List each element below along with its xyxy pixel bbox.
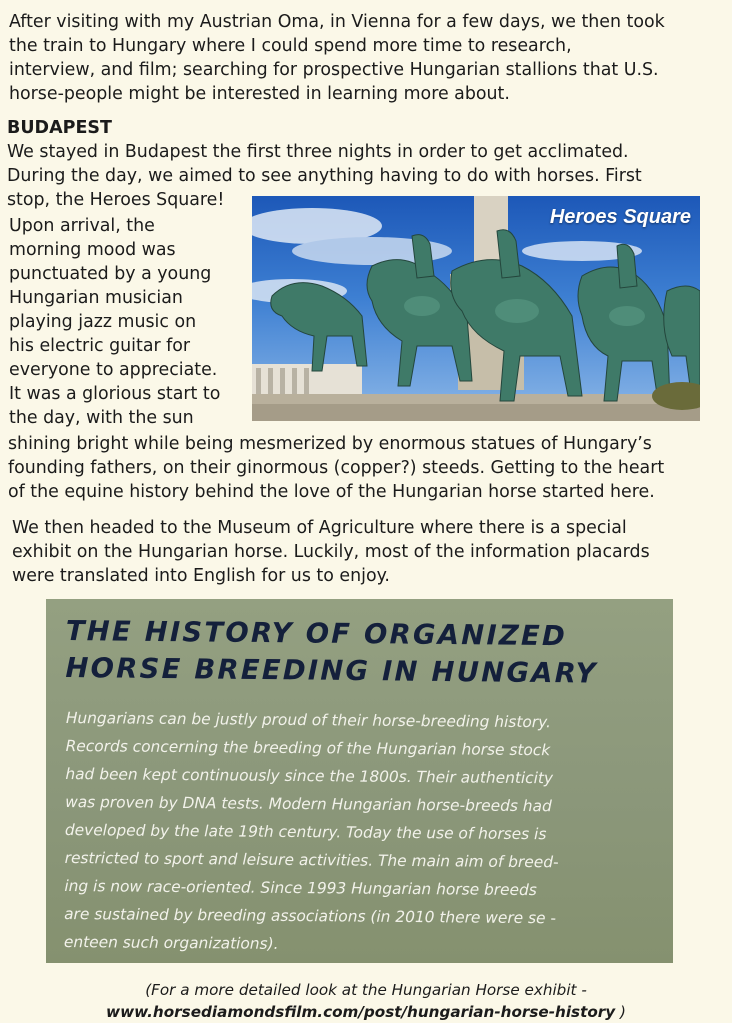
budapest-paragraph: We stayed in Budapest the first three nights in order to get acclimated. During the day, we aimed to see anything having to do with horses. First stop, the Heroes Square! bbox=[7, 142, 642, 210]
footer-note bbox=[0, 979, 732, 1023]
footer-link-line bbox=[0, 1001, 732, 1023]
section-heading: BUDAPEST bbox=[7, 118, 112, 138]
museum-paragraph: We then headed to the Museum of Agriculture where there is a special exhibit on the Hungarian horse. Luckily, most of the information placards were translated into English for us to enjoy. bbox=[12, 518, 650, 586]
heroes-square-photo bbox=[252, 196, 700, 421]
placard-body: Hungarians can be justly proud of their horse-breeding history. Records concerning the breeding of the Hungarian horse stock had been kept continuously since the 1800s. Their authenticity was proven by DNA tests. Modern Hungarian horse-breeds had developed by the late 19th century. Today the use of horses is restricted to sport and leisure activities. The main aim of breed- ing is now race-oriented. Since 1993 Hungarian horse breeds are sustained by breeding associations (in 2010 there were se - enteen such organizations). bbox=[63, 708, 559, 953]
exhibit-link[interactable]: www.horsediamondsfilm.com/post/hungarian-horse-history bbox=[106, 1003, 616, 1021]
intro-paragraph: After visiting with my Austrian Oma, in Vienna for a few days, we then took the train to Hungary where I could spend more time to research, interview, and film; searching for prospective Hungarian stallions that U.S. horse-people might be interested in learning more about. bbox=[9, 12, 665, 104]
photo-caption: Heroes Square bbox=[549, 206, 691, 228]
museum-placard-photo bbox=[46, 599, 673, 963]
statues-paragraph: shining bright while being mesmerized by enormous statues of Hungary’s founding fathers, on their ginormous (copper?) steeds. Getting to the heart of the equine history behind the love of the Hungarian horse started here. bbox=[8, 434, 665, 502]
footer-close: ) bbox=[615, 1003, 626, 1021]
heroes-square-illustration bbox=[252, 196, 700, 421]
arrival-paragraph: Upon arrival, the morning mood was punctuated by a young Hungarian musician playing jazz music on his electric guitar for everyone to appreciate. It was a glorious start to the day, with the sun bbox=[9, 216, 221, 428]
footer-line: (For a more detailed look at the Hungarian Horse exhibit - bbox=[145, 981, 587, 999]
placard-title: THE HISTORY OF ORGANIZED HORSE BREEDING IN HUNGARY bbox=[65, 614, 598, 690]
